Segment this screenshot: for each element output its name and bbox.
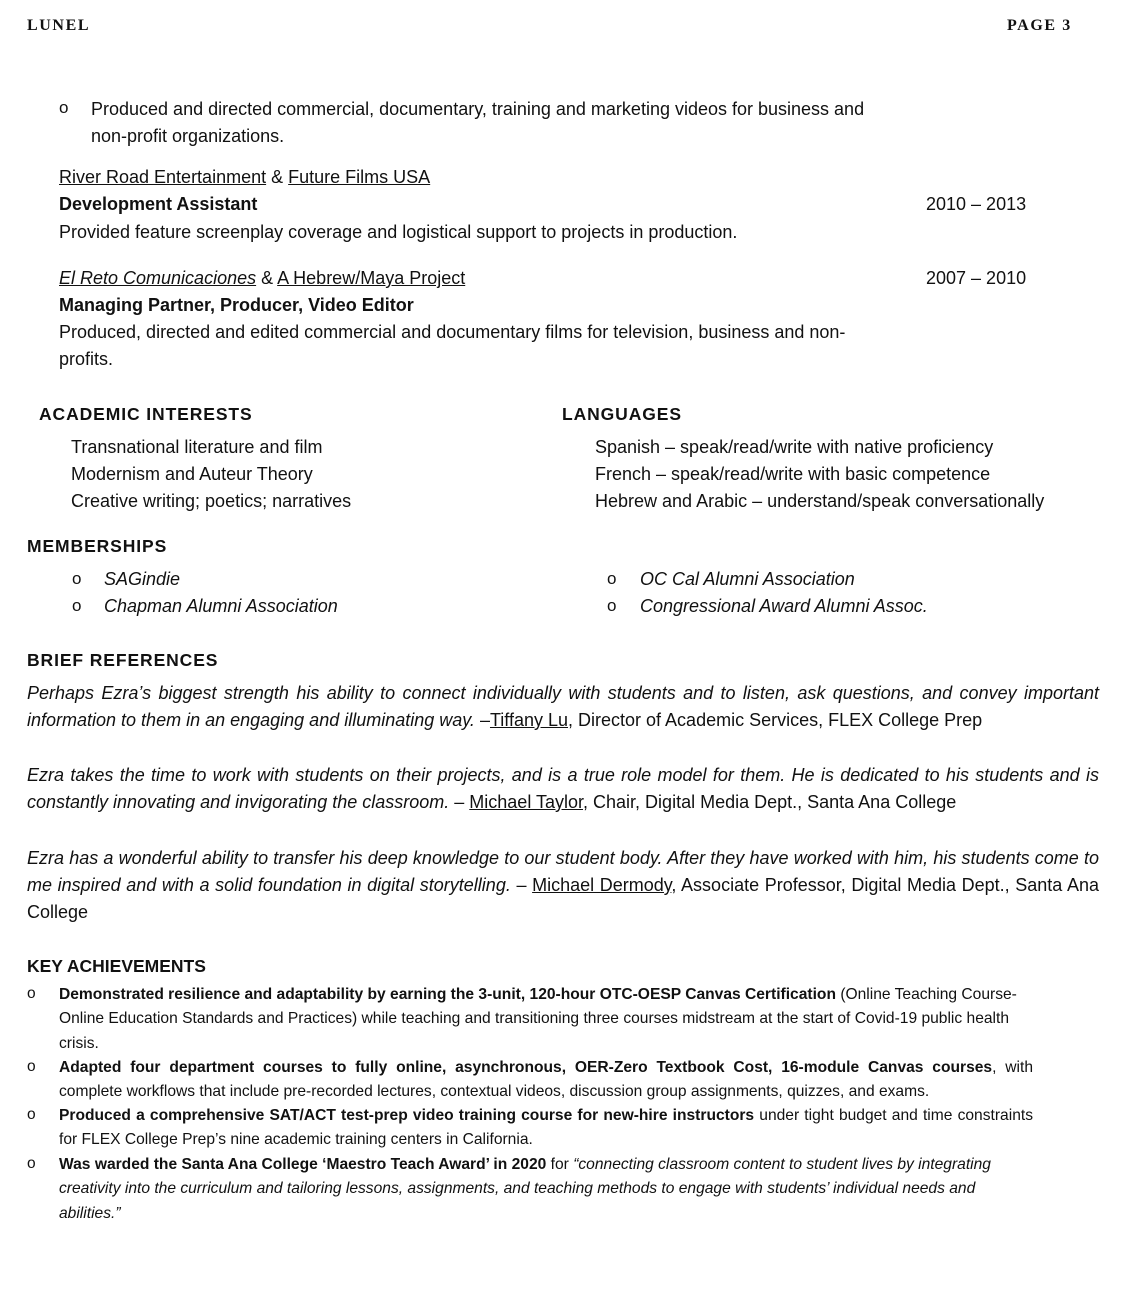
membership-item: OC Cal Alumni Association <box>640 569 855 589</box>
achievement-bold: Was warded the Santa Ana College ‘Maestro Teach Award’ in 2020 <box>59 1156 547 1173</box>
achievement-item <box>59 1104 1033 1153</box>
job-1-separator: & <box>271 167 284 187</box>
reference-role: , Chair, Digital Media Dept., Santa Ana College <box>583 792 957 812</box>
carryover-line-2: non-profit organizations. <box>91 126 285 146</box>
language-item: Spanish – speak/read/write with native proficiency <box>595 437 994 457</box>
language-item: French – speak/read/write with basic competence <box>595 464 991 484</box>
job-2-description <box>59 319 845 373</box>
bullet-marker: o <box>27 985 36 1002</box>
achievement-item <box>59 1056 1033 1105</box>
achievement-text: for <box>546 1156 574 1173</box>
reference-quote: Ezra takes the time to work with students on their projects, and is a true role model for them. He is dedicated to his students and is constantly innovating and invigorating the classroom. <box>27 765 1099 812</box>
job-2-org-2: A Hebrew/Maya Project <box>277 268 466 288</box>
bullet-marker: o <box>59 98 69 117</box>
achievement-quote: “connecting classroom content to student lives by integrating creativity into the curriculum and tailoring lessons, assignments, and teaching methods to engage with students’ individual needs and abilities.” <box>59 1156 991 1222</box>
bullet-marker: o <box>607 569 617 588</box>
reference-3 <box>27 845 1099 926</box>
job-2-description-line-2: profits. <box>59 349 114 369</box>
achievement-bold: Produced a comprehensive SAT/ACT test-prep video training course for new-hire instructors <box>59 1107 755 1124</box>
job-1-title: Development Assistant <box>59 194 258 214</box>
job-1-dates: 2010 – 2013 <box>926 194 1027 214</box>
memberships-heading: MEMBERSHIPS <box>27 536 168 556</box>
reference-quote: Perhaps Ezra’s biggest strength his ability to connect individually with students and to listen, ask questions, and convey important information to them in an engaging and illuminating way. <box>27 683 1099 730</box>
bullet-marker: o <box>27 1106 36 1123</box>
achievement-bold: Adapted four department courses to fully online, asynchronous, OER-Zero Textbook Cost, 16-module Canvas courses <box>59 1059 993 1076</box>
bullet-marker: o <box>27 1058 36 1075</box>
bullet-marker: o <box>72 569 82 588</box>
references-heading: BRIEF REFERENCES <box>27 650 219 670</box>
reference-1 <box>27 680 1099 734</box>
achievement-item <box>59 1153 1033 1226</box>
carryover-line-1: Produced and directed commercial, documentary, training and marketing videos for business and <box>91 99 865 119</box>
reference-role: , Director of Academic Services, FLEX College Prep <box>568 710 983 730</box>
reference-dash: – <box>454 792 465 812</box>
achievements-heading: KEY ACHIEVEMENTS <box>27 956 206 976</box>
job-1-organizations <box>59 164 430 191</box>
membership-item: SAGindie <box>104 569 181 589</box>
job-2-title: Managing Partner, Producer, Video Editor <box>59 295 414 315</box>
membership-item: Congressional Award Alumni Assoc. <box>640 596 928 616</box>
reference-role: , Associate Professor, Digital Media Dept., Santa Ana College <box>27 875 1099 922</box>
job-2-description-line-1: Produced, directed and edited commercial and documentary films for television, business and non- <box>59 322 846 342</box>
job-2-separator: & <box>261 268 274 288</box>
bullet-marker: o <box>72 596 82 615</box>
bullet-marker: o <box>607 596 617 615</box>
achievement-text: , with complete workflows that include pre-recorded lectures, contextual videos, discussion group assignments, quizzes, and exams. <box>59 1059 1033 1101</box>
reference-2 <box>27 762 1099 816</box>
job-2-organizations <box>59 265 465 292</box>
job-1-org-2: Future Films USA <box>288 167 431 187</box>
experience-carryover <box>91 96 864 150</box>
reference-quote: Ezra has a wonderful ability to transfer his deep knowledge to our student body. After they have worked with him, his students come to me inspired and with a solid foundation in digital storytelling. <box>27 848 1099 895</box>
reference-dash: – <box>516 875 527 895</box>
academic-interest-item: Transnational literature and film <box>71 437 323 457</box>
bullet-marker: o <box>27 1155 36 1172</box>
job-1-org-1: River Road Entertainment <box>59 167 267 187</box>
reference-name: Michael Dermody <box>532 875 672 895</box>
languages-list <box>595 434 1044 515</box>
language-item: Hebrew and Arabic – understand/speak conversationally <box>595 491 1045 511</box>
membership-item: Chapman Alumni Association <box>104 596 338 616</box>
reference-dash: – <box>479 710 490 730</box>
academic-interest-item: Creative writing; poetics; narratives <box>71 491 352 511</box>
academic-interests-list <box>71 434 351 515</box>
header-name: LUNEL <box>27 17 91 34</box>
job-1-description: Provided feature screenplay coverage and logistical support to projects in production. <box>59 222 738 242</box>
achievement-item <box>59 983 1033 1056</box>
achievement-text: (Online Teaching Course-Online Education Standards and Practices) while teaching and transitioning three courses midstream at the start of Covid-19 public health crisis. <box>59 986 1017 1052</box>
languages-heading: LANGUAGES <box>562 404 682 424</box>
header-page-number: PAGE 3 <box>1007 17 1072 34</box>
reference-name: Michael Taylor <box>469 792 584 812</box>
academic-interest-item: Modernism and Auteur Theory <box>71 464 313 484</box>
job-2-dates: 2007 – 2010 <box>926 268 1027 288</box>
achievement-bold: Demonstrated resilience and adaptability by earning the 3-unit, 120-hour OTC-OESP Canvas Certification <box>59 986 836 1003</box>
academic-interests-heading: ACADEMIC INTERESTS <box>39 404 253 424</box>
reference-name: Tiffany Lu <box>489 710 569 730</box>
achievement-text: under tight budget and time constraints for FLEX College Prep’s nine academic training centers in California. <box>59 1107 1033 1149</box>
job-2-org-1: El Reto Comunicaciones <box>59 268 257 288</box>
